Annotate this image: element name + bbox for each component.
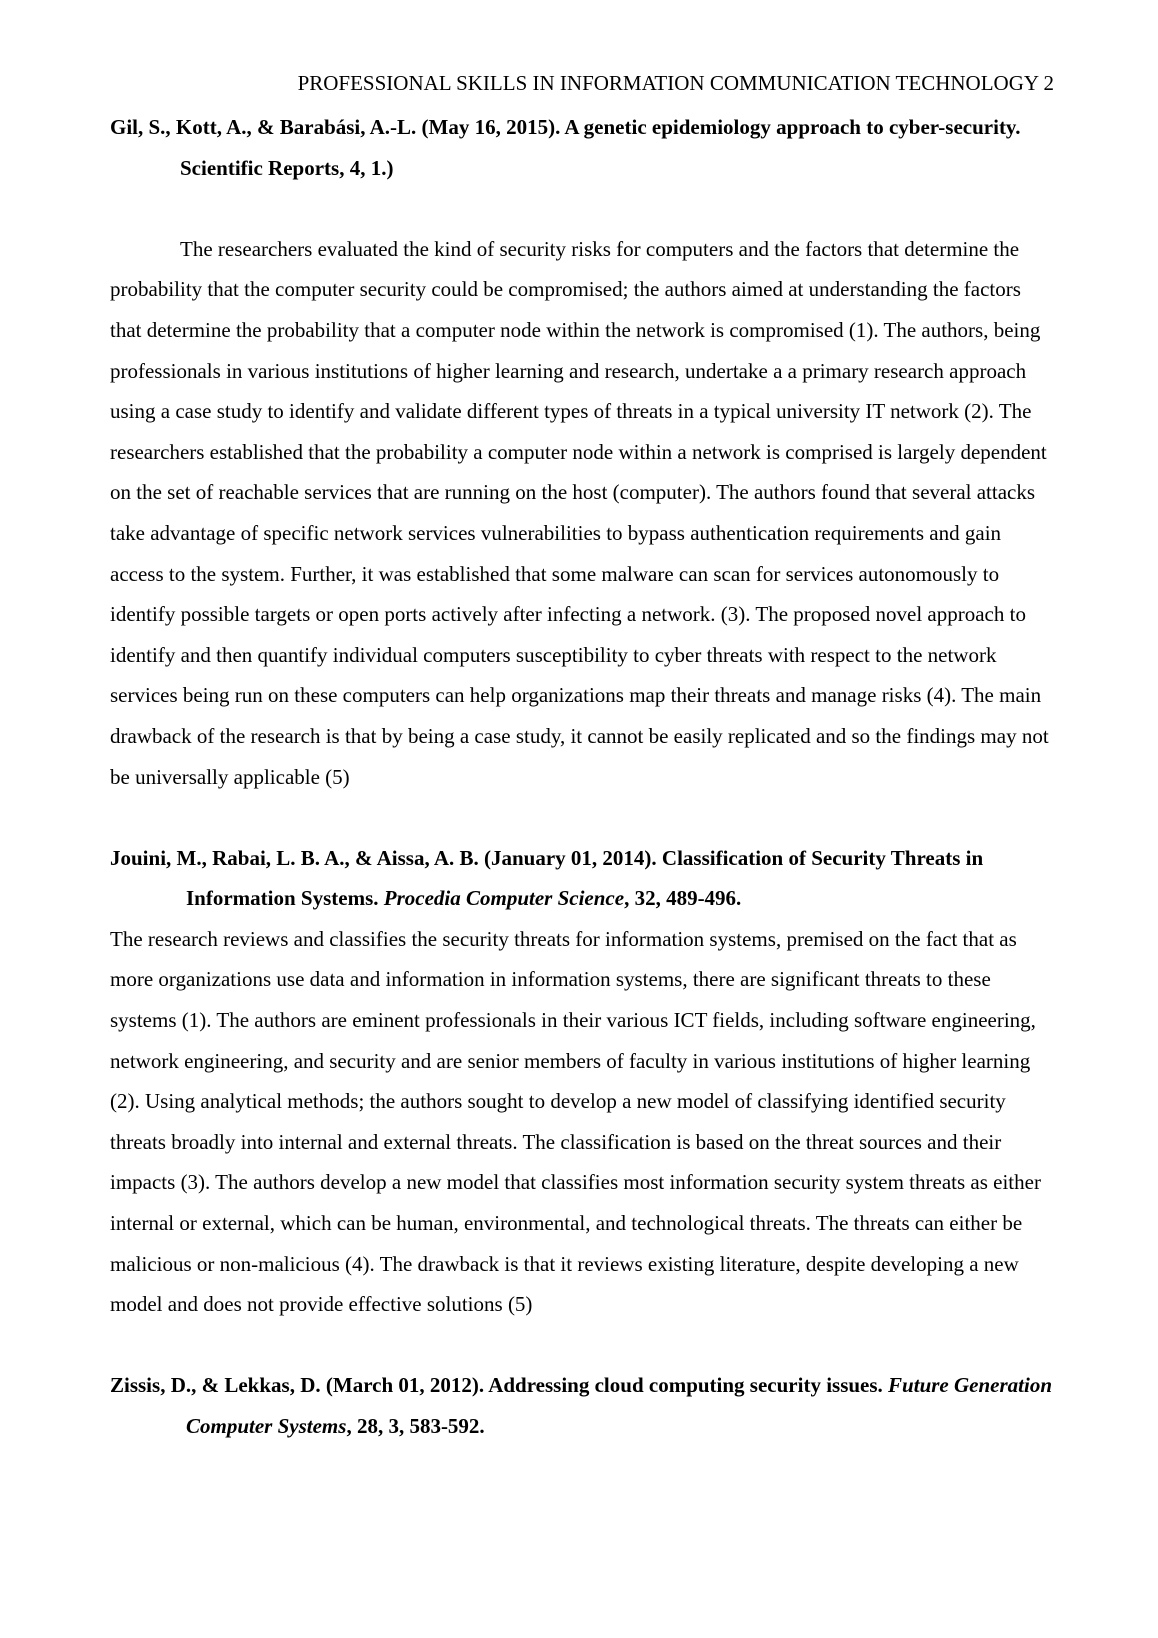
blank-line — [110, 188, 1056, 229]
reference-summary-2: The research reviews and classifies the security threats for information systems, premised on the fact that as more organizations use data and information in information systems, there are significant threats to these systems (1). The authors are eminent professionals in their various ICT fields, including software engineering, network engineering, and security and are senior members of faculty in various institutions of higher learning (2). Using analytical methods; the authors sought to develop a new model of classifying identified security threats broadly into internal and external threats. The classification is based on the threat sources and their impacts (3). The authors develop a new model that classifies most information security system threats as either internal or external, which can be human, environmental, and technological threats. The threats can either be malicious or non-malicious (4). The drawback is that it reviews existing literature, despite developing a new model and does not provide effective solutions (5) — [110, 926, 1041, 1317]
citation-3-authors-title: Zissis, D., & Lekkas, D. (March 01, 2012). Addressing cloud computing security issues. — [110, 1373, 889, 1398]
citation-3-journal: Future Generation Computer Systems — [186, 1373, 1052, 1438]
citation-3-volume-pages: , 28, 3, 583-592. — [346, 1414, 485, 1438]
reference-citation-3 — [110, 1365, 1056, 1446]
blank-line — [110, 797, 1056, 838]
citation-2-volume-pages: , 32, 489-496. — [624, 886, 742, 911]
reference-summary-1: The researchers evaluated the kind of security risks for computers and the factors that determine the probability that the computer security could be compromised; the authors aimed at understanding the factors that determine the probability that a computer node within the network is compromised (1). The authors, being professionals in various institutions of higher learning and research, undertake a a primary research approach using a case study to identify and validate different types of threats in a typical university IT network (2). The researchers established that the probability a computer node within a network is comprised is largely dependent on the set of reachable services that are running on the host (computer). The authors found that several attacks take advantage of specific network services vulnerabilities to bypass authentication requirements and gain access to the system. Further, it was established that some malware can scan for services autonomously to identify possible targets or open ports actively after infecting a network. (3). The proposed novel approach to identify and then quantify individual computers susceptibility to cyber threats with respect to the network services being run on these computers can help organizations map their threats and manage risks (4). The main drawback of the research is that by being a case study, it cannot be easily replicated and so the findings may not be universally applicable (5) — [110, 236, 1049, 789]
citation-2-authors-title: Jouini, M., Rabai, L. B. A., & Aissa, A. B. (January 01, 2014). Classification of Security Threats in Information Systems. — [110, 845, 984, 911]
reference-citation-1: Gil, S., Kott, A., & Barabási, A.-L. (May 16, 2015). A genetic epidemiology approach to cyber-security. Scientific Reports, 4, 1.) — [110, 115, 1021, 180]
document-body — [110, 107, 1056, 1447]
citation-2-journal: Procedia Computer Science — [383, 886, 625, 911]
running-head: PROFESSIONAL SKILLS IN INFORMATION COMMUNICATION TECHNOLOGY 2 — [297, 71, 1054, 95]
blank-line — [110, 1325, 1056, 1366]
reference-citation-2 — [110, 838, 1056, 919]
